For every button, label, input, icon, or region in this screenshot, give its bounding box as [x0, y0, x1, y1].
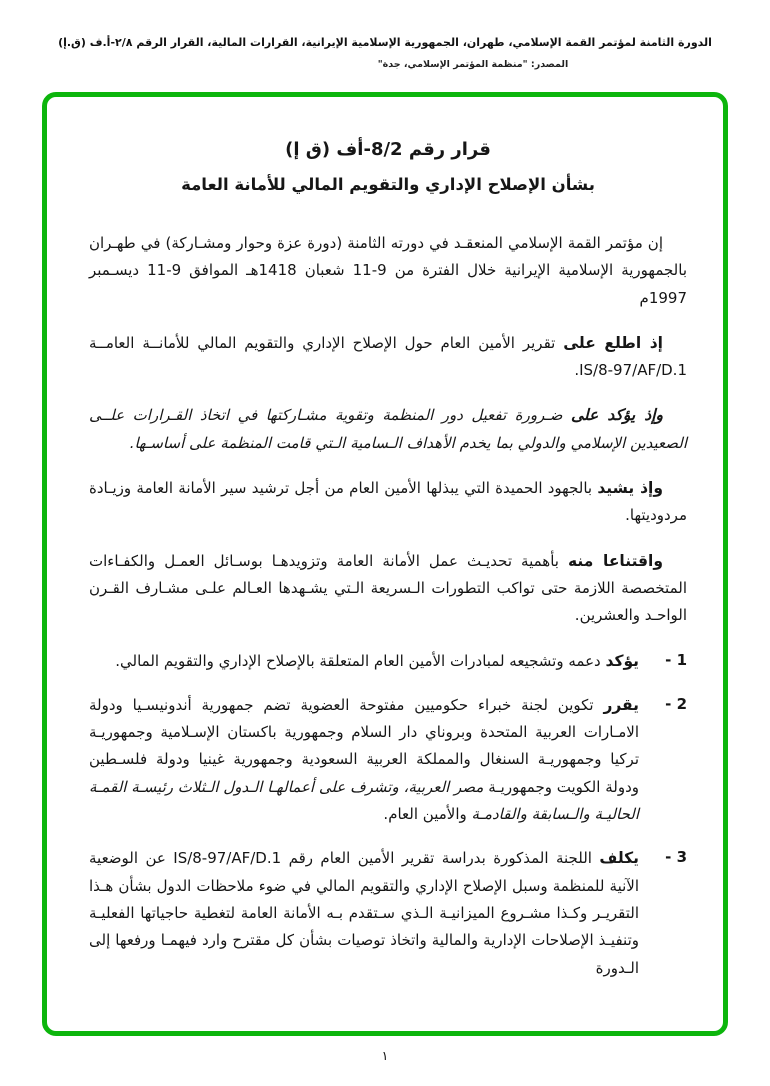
item-body-text: دعمه وتشجيعه لمبادرات الأمين العام المتعلقة بالإصلاح الإداري والتقويم المالي. — [115, 651, 606, 670]
paragraph-lead: إذ اطلع على — [563, 333, 663, 352]
numbered-item — [89, 691, 687, 828]
header-citation: الدورة الثامنة لمؤتمر القمة الإسلامي، طهران، الجمهورية الإسلامية الإيرانية، القرارات المالية، القرار الرقم ٢/٨-أ.ف (ق.إ) — [58, 36, 712, 49]
item-text — [89, 844, 639, 981]
clause-paragraph — [89, 401, 687, 457]
clause-paragraph — [89, 547, 687, 630]
resolution-subtitle: بشأن الإصلاح الإداري والتقويم المالي للأمانة العامة — [181, 175, 595, 194]
header-source: المصدر: "منظمة المؤتمر الإسلامي، جدة" — [377, 59, 569, 70]
item-tail-text: والأمين العام. — [383, 805, 472, 824]
paragraph-text: إن مؤتمر القمة الإسلامي المنعقـد في دورته الثامنة (دورة عزة وحوار ومشـاركة) في طهـران بالجمهورية الإسلامية الإيرانية خلال الفترة من 9-11 شعبان 1418هـ الموافق 9-11 ديسـمبر 1997م — [89, 234, 687, 307]
document-header — [0, 0, 770, 70]
numbered-item — [89, 647, 687, 675]
paragraph-lead: وإذ يؤكد على — [570, 406, 663, 425]
item-number: 1 - — [665, 650, 687, 669]
item-lead: يؤكد — [605, 651, 639, 670]
operative-items — [89, 647, 687, 982]
clause-paragraph — [89, 474, 687, 530]
paragraph-text: ضـرورة تفعيل دور المنظمة وتقوية مشـاركتها في اتخاذ القـرارات علــى الصعيدين الإسلامي والدولي بما يخدم الأهداف الـسامية الـتي قامت المنظمة على أساسـها. — [89, 406, 687, 452]
item-text — [89, 691, 639, 828]
paragraph-lead: وإذ يشيد — [597, 479, 664, 498]
item-number: 2 - — [665, 694, 687, 713]
page-footer — [0, 1048, 770, 1063]
paragraph-lead: واقتناعا منه — [568, 551, 663, 570]
paragraph-text: بأهمية تحديـث عمل الأمانة العامة وتزويدهـا بوسـائل العمـل والكفـاءات المتخصصة اللازمة حتى تواكب التطورات الـسريعة الـتي يشـهدها العـالم علـى مشـارف القـرن الواحـد والعشرين. — [89, 551, 687, 625]
clause-paragraph — [89, 329, 687, 385]
item-text — [89, 647, 639, 675]
item-body-text: اللجنة المذكورة بدراسة تقرير الأمين العام رقم IS/8-97/AF/D.1 عن الوضعية الآنية للمنظمة وسبل الإصلاح الإداري والتقويم المالي في ضوء ملاحظات الدول بشأن هـذا التقريـر وكـذا مشـروع الميزانيـة الـذي سـتقدم بـه الأمانة العامة لتغطية حاجياتها الفعليـة وتنفيـذ الإصلاحات الإدارية والمالية واتخاذ توصيات بشأن كل مقترح وارد فيهمـا ورفعها إلى الـدورة — [89, 849, 639, 977]
item-italic-text: مصر العربية، وتشرف على أعمالهـا الـدول الـثلاث رئيسـة القمـة الحاليـة والـسابقة والقادمـة — [89, 777, 639, 824]
item-number: 3 - — [665, 848, 687, 867]
item-body-text: تكوين لجنة خبراء حكوميين مفتوحة العضوية تضم جمهورية أندونيسـيا ودولة الامـارات العربية المتحدة وبروناي دار السلام وجمهورية باكستان الإسـلامية وجمهوريـة تركيا وجمهوريـة السنغال والمملكة العربية السعودية وجمهورية غينيا ودولة فلسـطين ودولة الكويت وجمهوريـة — [89, 695, 639, 796]
document-frame — [42, 92, 728, 1036]
resolution-title: قرار رقم 8/2-أف (ق إ) — [285, 139, 491, 160]
numbered-item — [89, 844, 687, 981]
preamble-paragraph — [89, 230, 687, 312]
paragraph-text: بالجهود الحميدة التي يبذلها الأمين العام من أجل ترشيد سير الأمانة العامة وزيـادة مردوديتها. — [89, 479, 687, 525]
paragraph-text: تقرير الأمين العام حول الإصلاح الإداري والتقويم المالي للأمانــة العامــة IS/8-97/AF/D.1. — [89, 333, 687, 380]
page-number: ١ — [381, 1048, 389, 1063]
item-lead: يكلف — [599, 849, 639, 868]
item-lead: يقرر — [603, 695, 639, 714]
